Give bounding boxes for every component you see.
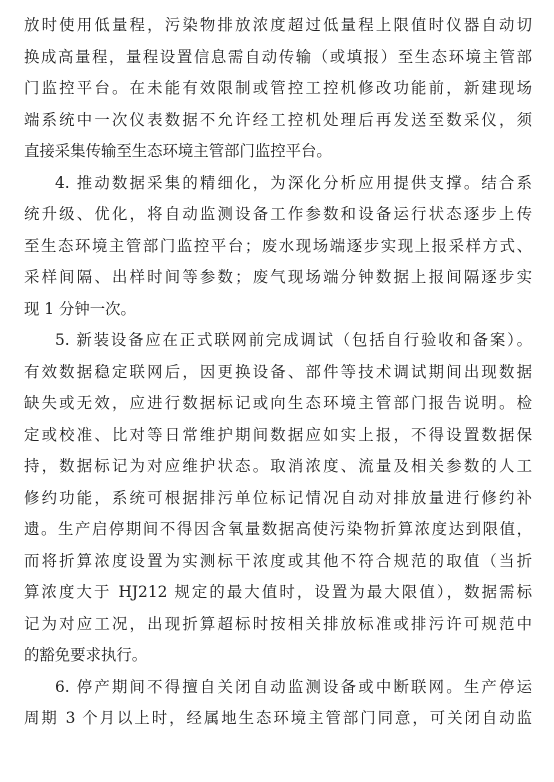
text-line: 记为对应工况，出现折算超标时按相关排放标准或排污许可规范中 — [24, 614, 532, 633]
text-line: 而将折算浓度设置为实测标干浓度或其他不符合规范的取值（当折 — [24, 551, 532, 570]
text-line: 定或校准、比对等日常维护期间数据应如实上报，不得设置数据保 — [24, 425, 532, 444]
text-line: 5. 新装设备应在正式联网前完成调试（包括自行验收和备案）。 — [55, 331, 532, 349]
text-line: 周期 3 个月以上时，经属地生态环境主管部门同意，可关闭自动监 — [24, 709, 532, 727]
text-line: 6. 停产期间不得擅自关闭自动监测设备或中断联网。生产停运 — [55, 677, 532, 696]
text-line: 门监控平台。在未能有效限制或管控工控机修改功能前，新建现场 — [24, 79, 532, 97]
document-page — [24, 10, 532, 735]
text-line: 算浓度大于 HJ212 规定的最大值时，设置为最大限值），数据需标 — [24, 583, 532, 601]
text-line: 缺失或无效，应进行数据标记或向生态环境主管部门报告说明。检 — [24, 394, 532, 412]
text-line: 直接采集传输至生态环境主管部门监控平台。 — [24, 142, 332, 160]
text-line: 遗。生产启停期间不得因含氧量数据高使污染物折算浓度达到限值， — [24, 520, 532, 538]
text-line: 端系统中一次仪表数据不允许经工控机处理后再发送至数采仪，须 — [24, 110, 532, 129]
text-line: 的豁免要求执行。 — [24, 646, 148, 664]
text-line: 放时使用低量程，污染物排放浓度超过低量程上限值时仪器自动切 — [24, 16, 532, 34]
paragraph-item-4 — [24, 168, 532, 326]
text-line: 修约功能，系统可根据排污单位标记情况自动对排放量进行修约补 — [24, 488, 532, 507]
text-line: 换成高量程，量程设置信息需自动传输（或填报）至生态环境主管部 — [24, 47, 532, 66]
paragraph-item-5 — [24, 325, 532, 672]
text-line: 持，数据标记为对应维护状态。取消浓度、流量及相关参数的人工 — [24, 457, 532, 475]
text-line: 有效数据稳定联网后，因更换设备、部件等技术调试期间出现数据 — [24, 362, 532, 381]
paragraph-item-6 — [24, 672, 532, 735]
text-line: 至生态环境主管部门监控平台；废水现场端逐步实现上报采样方式、 — [24, 236, 532, 255]
text-line: 统升级、优化，将自动监测设备工作参数和设备运行状态逐步上传 — [24, 205, 532, 223]
paragraph-continuation — [24, 10, 532, 168]
text-line: 现 1 分钟一次。 — [24, 299, 136, 318]
text-line: 4. 推动数据采集的精细化，为深化分析应用提供支撑。结合系 — [55, 173, 532, 192]
text-line: 采样间隔、出样时间等参数；废气现场端分钟数据上报间隔逐步实 — [24, 268, 532, 286]
